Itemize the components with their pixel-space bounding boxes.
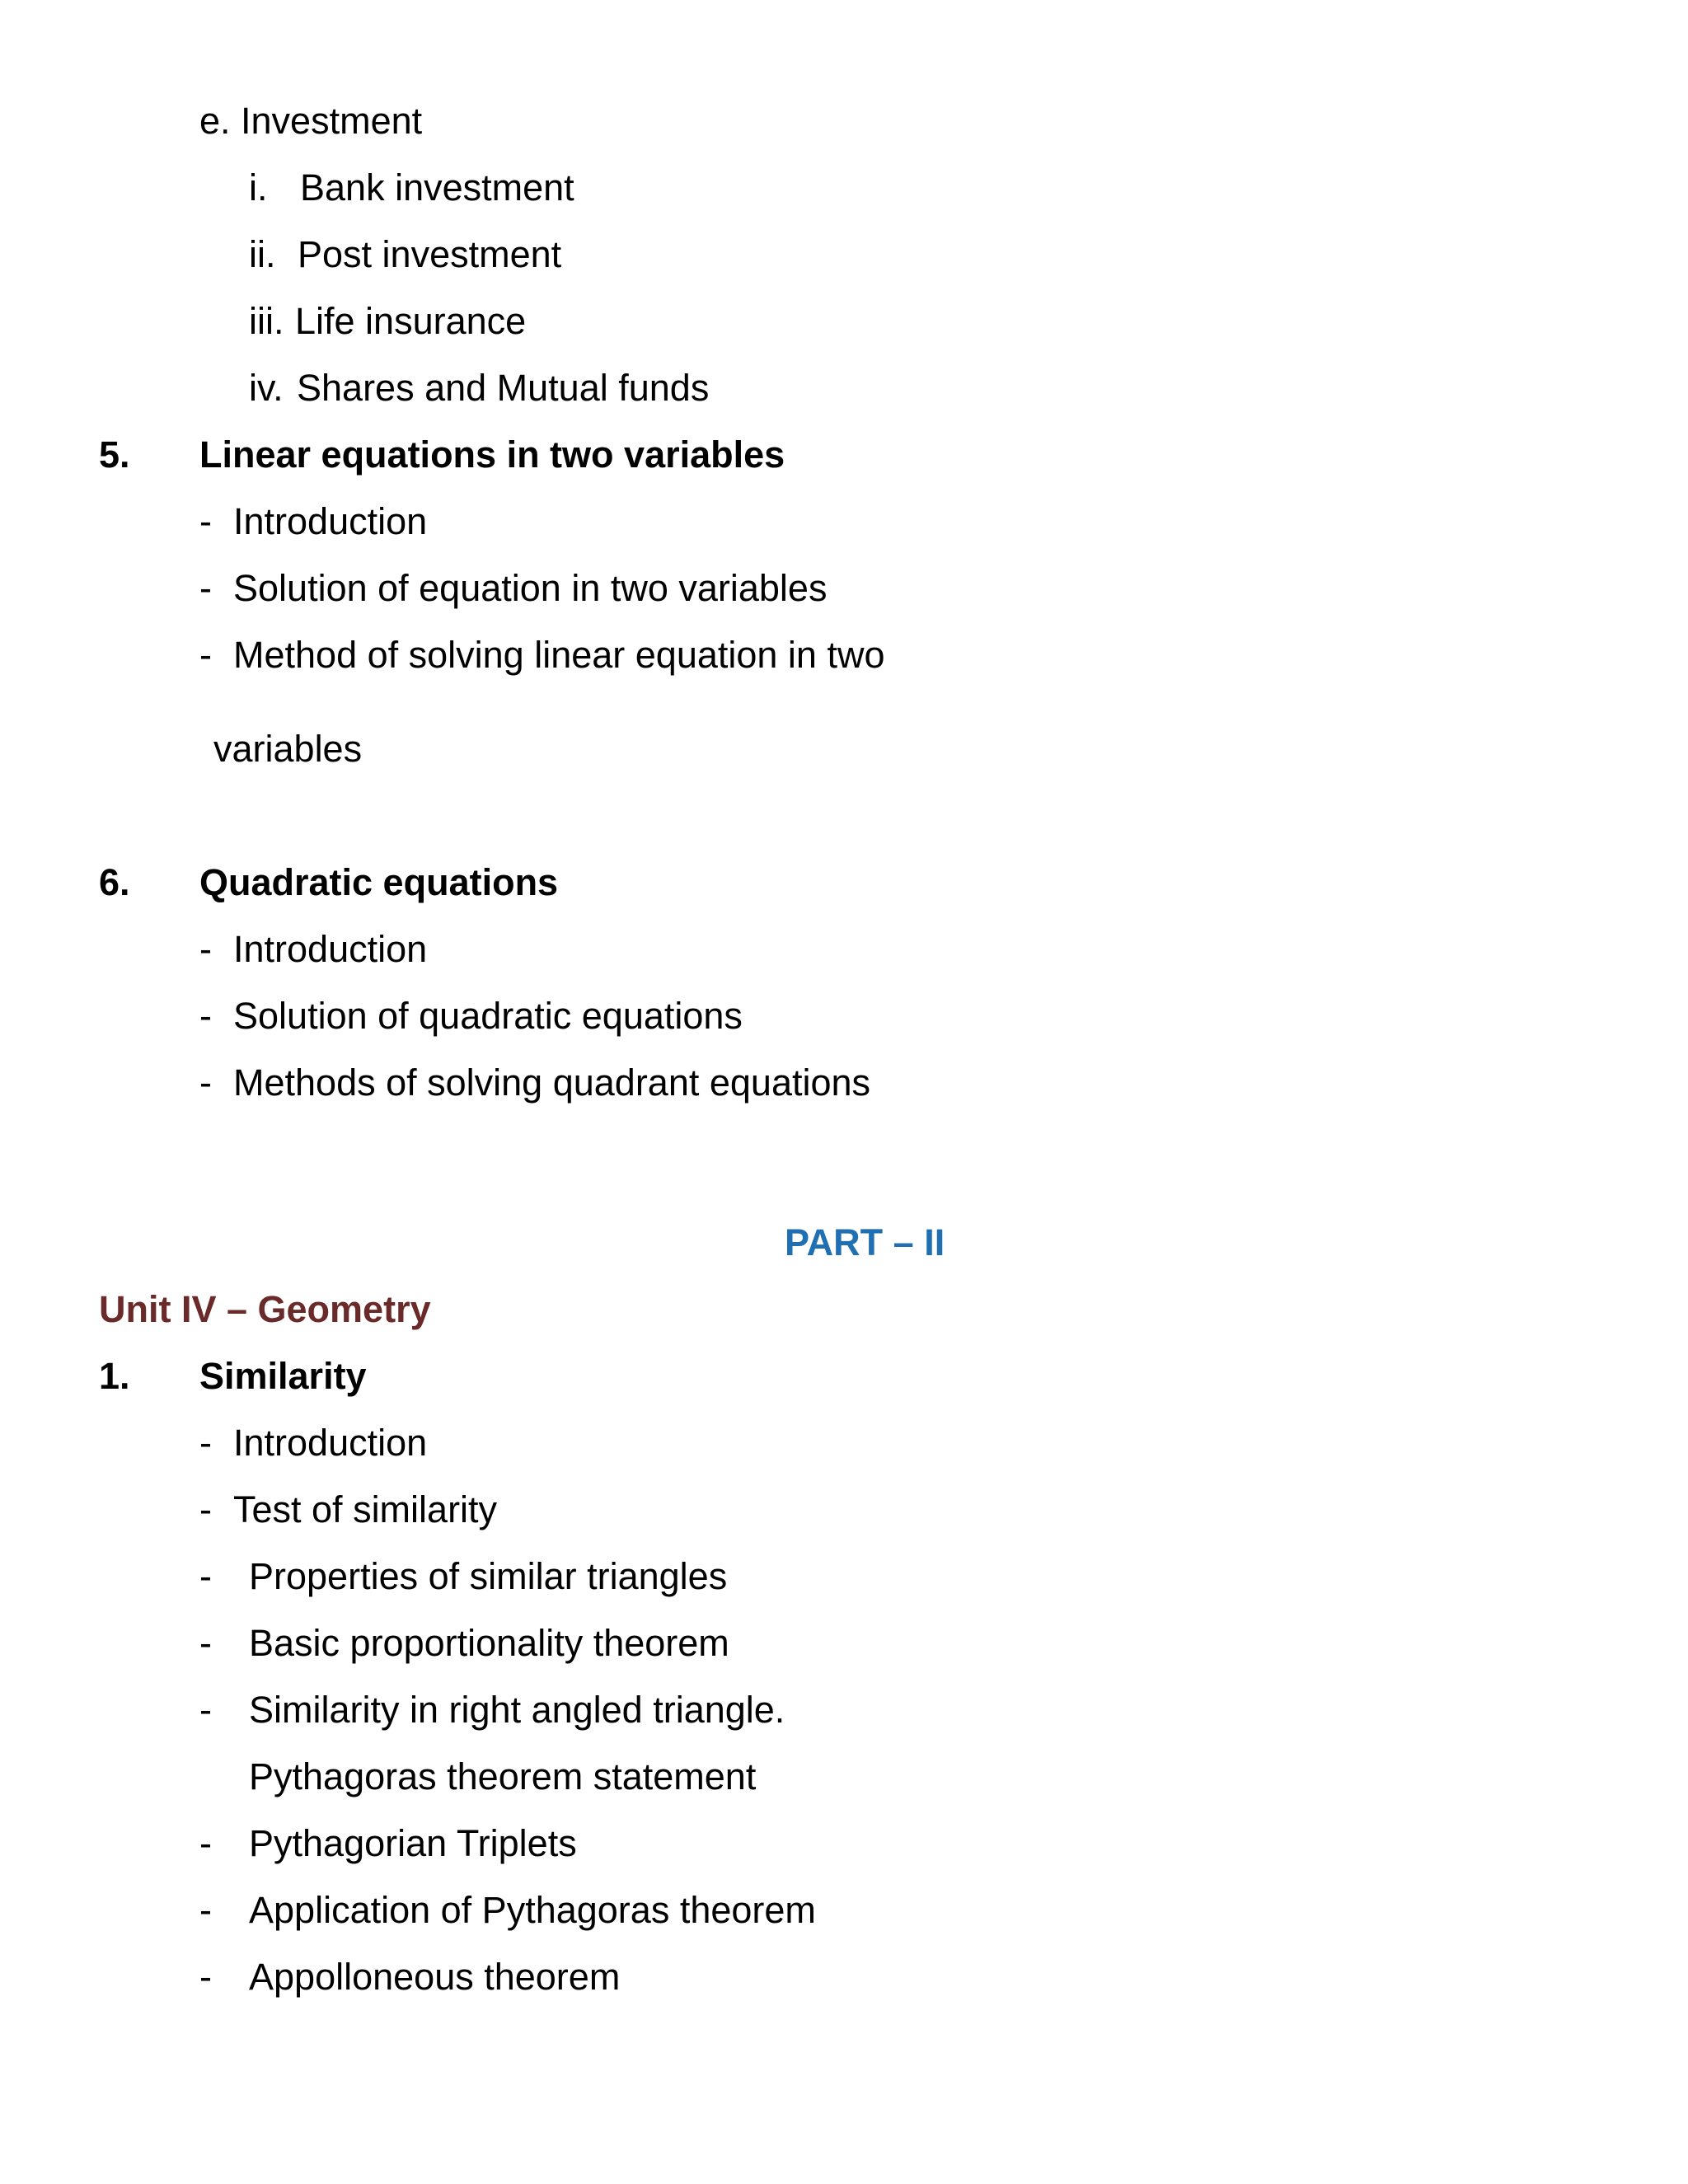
list-item: - Methods of solving quadrant equations: [0, 1060, 1688, 1106]
list-item: - Properties of similar triangles: [0, 1554, 1688, 1600]
list-item-continuation: Pythagoras theorem statement: [249, 1755, 757, 1797]
list-item: - Similarity in right angled triangle.: [0, 1687, 1688, 1733]
investment-label: e. Investment: [199, 100, 423, 142]
list-item: - Solution of quadratic equations: [0, 993, 1688, 1039]
bullet: -: [199, 1889, 212, 1931]
topic-6-heading: [0, 860, 1688, 906]
topic-1-heading: [0, 1353, 1688, 1399]
bullet: -: [199, 1956, 212, 1998]
list-item: - Introduction: [0, 926, 1688, 972]
list-item: - Pythagorian Triplets: [0, 1821, 1688, 1867]
list-item: - Solution of equation in two variables: [0, 565, 1688, 612]
topic-number: 1.: [99, 1355, 130, 1397]
bullet: -: [199, 1689, 212, 1731]
topic-title: Linear equations in two variables: [199, 434, 785, 476]
list-item: - Introduction: [0, 499, 1688, 545]
topic-number: 6.: [99, 861, 130, 903]
list-item: i. Bank investment: [249, 166, 574, 209]
list-item: - Application of Pythagoras theorem: [0, 1887, 1688, 1933]
list-item: - Introduction: [0, 1420, 1688, 1466]
topic-title: Quadratic equations: [199, 861, 559, 903]
bullet: -: [199, 1488, 212, 1530]
list-item-continuation: variables: [213, 728, 363, 770]
list-item: iv. Shares and Mutual funds: [249, 367, 710, 409]
list-item: ii. Post investment: [249, 233, 562, 275]
bullet: -: [199, 634, 212, 676]
list-item: iii. Life insurance: [249, 300, 527, 342]
list-item: - Method of solving linear equation in two: [0, 632, 1688, 678]
topic-number: 5.: [99, 434, 130, 476]
part-heading: PART – II: [785, 1221, 945, 1263]
list-item: - Appolloneous theorem: [0, 1954, 1688, 2000]
topic-title: Similarity: [199, 1355, 367, 1397]
list-item: - Basic proportionality theorem: [0, 1620, 1688, 1666]
bullet: -: [199, 1822, 212, 1864]
bullet: -: [199, 1062, 212, 1104]
topic-5-heading: [0, 432, 1688, 478]
bullet: -: [199, 1622, 212, 1664]
bullet: -: [199, 567, 212, 609]
investment-heading: [0, 98, 1688, 144]
bullet: -: [199, 995, 212, 1037]
bullet: -: [199, 928, 212, 970]
bullet: -: [199, 1555, 212, 1597]
unit-heading: Unit IV – Geometry: [99, 1288, 431, 1330]
bullet: -: [199, 500, 212, 542]
list-item: - Test of similarity: [0, 1487, 1688, 1533]
bullet: -: [199, 1422, 212, 1464]
